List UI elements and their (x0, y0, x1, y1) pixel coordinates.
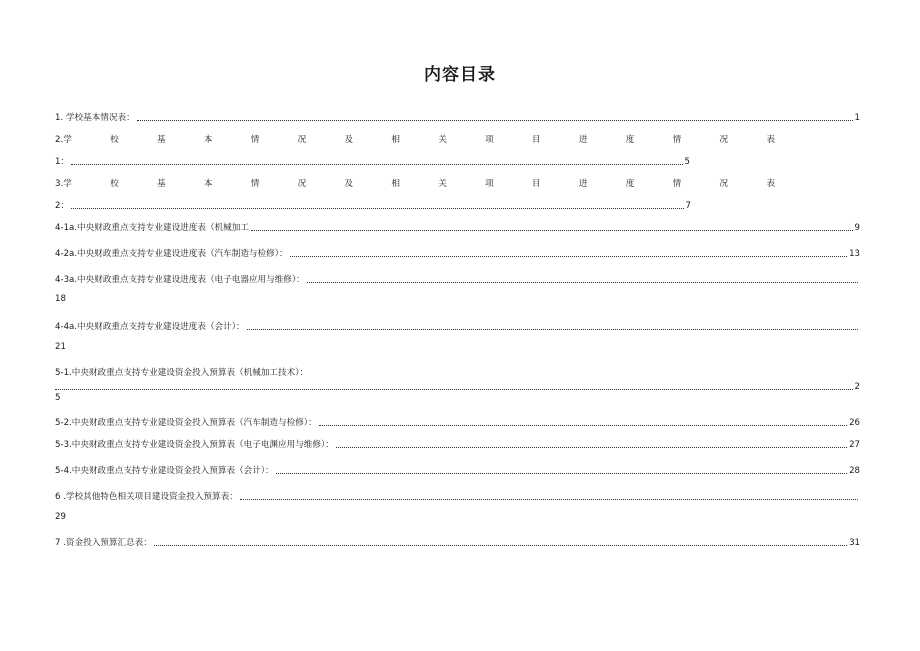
toc-entry-4-2a[interactable] (55, 245, 860, 259)
toc-char: 目 (531, 135, 541, 145)
toc-char: 表 (766, 135, 775, 145)
toc-entry-page: 7 (685, 201, 691, 211)
toc-char: 相 (391, 135, 400, 145)
toc-char: 情 (250, 135, 260, 145)
toc-char: 度 (625, 179, 635, 189)
toc-char: 关 (438, 179, 447, 189)
dot-leader (319, 413, 847, 426)
dot-leader (336, 435, 847, 448)
toc-entry-page: 1 (854, 113, 860, 123)
toc-entry-4-3a[interactable] (55, 271, 860, 285)
toc-char: 进 (578, 179, 588, 189)
toc-char: 情 (672, 179, 682, 189)
toc-entry-label: 5-4.中央财政重点支持专业建设资金投入预算表（会计）： (55, 466, 274, 476)
toc-entry-4-4a[interactable] (55, 318, 860, 332)
toc-entry-3-heading[interactable] (55, 175, 775, 189)
toc-entry-label: 1. 学校基本情况表： (55, 113, 135, 123)
dot-leader (71, 196, 683, 209)
toc-char: 基 (156, 135, 166, 145)
toc-entry-7[interactable] (55, 534, 860, 548)
dot-leader (251, 218, 853, 231)
dot-leader (55, 377, 853, 390)
toc-char: 相 (391, 179, 400, 189)
toc-entry-5-3[interactable] (55, 436, 860, 450)
dot-leader (154, 533, 847, 546)
toc-char: 关 (438, 135, 447, 145)
toc-entry-1[interactable] (55, 109, 860, 123)
toc-entry-3[interactable] (55, 197, 691, 211)
toc-entry-label: 6 .学校其他特色相关项目建设资金投入预算表： (55, 492, 238, 502)
toc-char: 情 (250, 179, 260, 189)
toc-char: 项 (485, 179, 494, 189)
toc-entry-label: 4-1a.中央财政重点支持专业建设进度表（机械加工 (55, 223, 249, 233)
toc-char: 项 (485, 135, 494, 145)
toc-entry-page: 9 (854, 223, 860, 233)
toc-entry-label: 5-2.中央财政重点支持专业建设资金投入预算表（汽车制造与检修）： (55, 418, 317, 428)
toc-entry-2-heading[interactable] (55, 131, 775, 145)
toc-char: 及 (344, 135, 354, 145)
dot-leader (240, 487, 858, 500)
toc-entry-label: 1： (55, 157, 70, 167)
toc-entry-label: 4-2a.中央财政重点支持专业建设进度表（汽车制造与检修）： (55, 249, 288, 259)
toc-char: 度 (625, 135, 635, 145)
toc-char: 况 (297, 179, 307, 189)
toc-char: 2.学 (55, 135, 72, 145)
dot-leader (290, 244, 847, 257)
toc-entry-5-1-leader[interactable] (55, 378, 860, 392)
toc-entry-page: 13 (849, 249, 860, 259)
toc-entry-page: 28 (849, 466, 860, 476)
toc-entry-2[interactable] (55, 153, 690, 167)
toc-entry-5-2[interactable] (55, 414, 860, 428)
toc-char: 及 (344, 179, 354, 189)
toc-char: 进 (578, 135, 588, 145)
toc-entry-5-1[interactable]: 5-1.中央财政重点支持专业建设资金投入预算表（机械加工技术）： (55, 368, 309, 378)
toc-entry-4-1a[interactable] (55, 219, 860, 233)
toc-char: 目 (531, 179, 541, 189)
toc-entry-page: 27 (849, 440, 860, 450)
page-title: 内容目录 (424, 65, 496, 85)
dot-leader (71, 152, 682, 165)
toc-char: 校 (110, 135, 119, 145)
toc-entry-label: 2： (55, 201, 70, 211)
toc-entry-page: 31 (849, 538, 860, 548)
toc-entry-page: 21 (55, 342, 66, 352)
toc-entry-label: 7 .资金投入预算汇总表： (55, 538, 152, 548)
toc-entry-page: 5 (684, 157, 690, 167)
toc-entry-label: 5-3.中央财政重点支持专业建设资金投入预算表（电子电渊应用与维修）： (55, 440, 334, 450)
toc-char: 本 (203, 135, 213, 145)
dot-leader (247, 317, 858, 330)
toc-entry-page: 29 (55, 512, 66, 522)
toc-char: 表 (766, 179, 775, 189)
dot-leader (276, 461, 847, 474)
toc-char: 校 (110, 179, 119, 189)
toc-char: 况 (297, 135, 307, 145)
toc-entry-page: 5 (55, 393, 61, 403)
toc-entry-label: 4-3a.中央财政重点支持专业建设进度表（电子电器应用与维修）： (55, 275, 305, 285)
toc-entry-5-4[interactable] (55, 462, 860, 476)
toc-entry-page: 2 (854, 382, 860, 392)
toc-char: 况 (719, 179, 729, 189)
toc-char: 本 (203, 179, 213, 189)
toc-entry-page: 26 (849, 418, 860, 428)
toc-entry-page: 18 (55, 294, 66, 304)
toc-char: 情 (672, 135, 682, 145)
toc-char: 况 (719, 135, 729, 145)
toc-entry-6[interactable] (55, 488, 860, 502)
dot-leader (307, 270, 858, 283)
toc-char: 3.学 (55, 179, 72, 189)
dot-leader (137, 108, 853, 121)
toc-char: 基 (156, 179, 166, 189)
toc-entry-label: 4-4a.中央财政重点支持专业建设进度表（会计）： (55, 322, 245, 332)
